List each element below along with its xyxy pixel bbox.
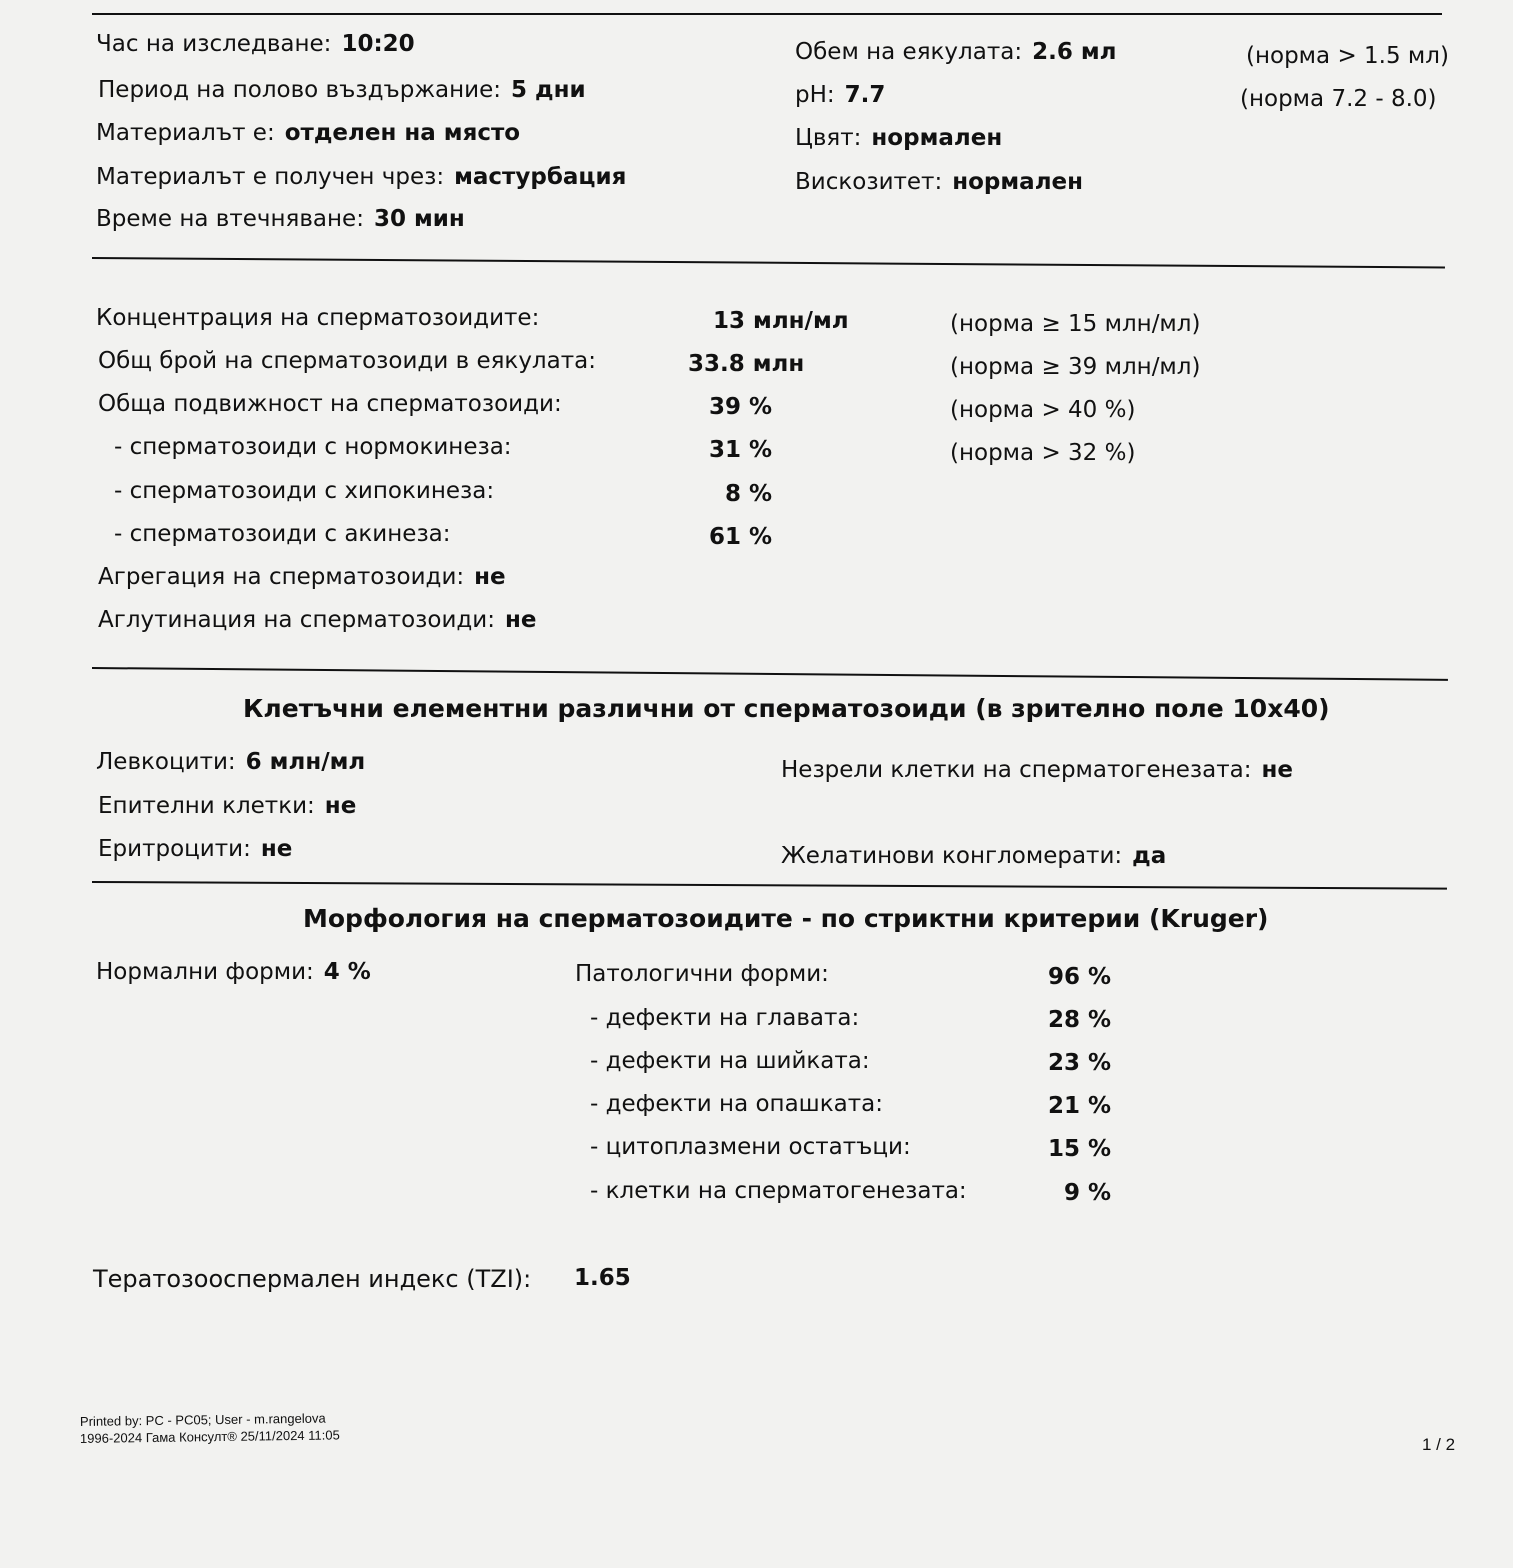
epithelial-label: Епителни клетки: <box>98 793 315 819</box>
material-method-label: Материалът е получен чрез: <box>96 164 445 190</box>
motility-label: Обща подвижност на сперматозоиди: <box>98 391 562 417</box>
exam-time-label: Час на изследване: <box>96 31 332 57</box>
material-method-row <box>96 163 626 191</box>
concentration-label: Концентрация на сперматозоидите: <box>96 305 540 331</box>
epithelial-value: не <box>324 793 357 819</box>
leukocytes-row <box>96 748 365 776</box>
morphology-section-title: Морфология на сперматозоидите - по стриктни критерии (Kruger) <box>303 904 1269 933</box>
normokinesis-norm: (норма > 32 %) <box>950 440 1136 466</box>
volume-norm: (норма > 1.5 мл) <box>1246 43 1449 69</box>
pathological-label: Патологични форми: <box>575 961 829 987</box>
divider-top <box>92 13 1442 15</box>
divider-sperm <box>92 667 1448 681</box>
cytoplasmic-label: - цитоплазмени остатъци: <box>590 1134 911 1160</box>
erythrocytes-value: не <box>260 836 293 862</box>
head-defects-value: 28 % <box>1047 1007 1111 1033</box>
material-place-value: отделен на място <box>284 120 521 146</box>
akinesis-label: - сперматозоиди с акинеза: <box>114 521 451 547</box>
aggregation-value: не <box>474 564 506 590</box>
spermatogenesis-cells-value: 9 % <box>1063 1180 1111 1206</box>
exam-time-value: 10:20 <box>341 31 415 57</box>
abstinence-row <box>98 76 586 104</box>
immature-cells-row <box>781 756 1293 784</box>
color-row <box>795 124 1002 152</box>
head-defects-label: - дефекти на главата: <box>590 1005 860 1031</box>
liquefaction-row <box>96 205 465 233</box>
total-label: Общ брой на сперматозоиди в еякулата: <box>98 348 596 374</box>
material-place-row <box>96 119 520 147</box>
total-value: 33.8 млн <box>688 351 805 377</box>
footer-printed-by: Printed by: PC - PC05; User - m.rangelova <box>79 1410 326 1429</box>
material-place-label: Материалът е: <box>96 120 275 146</box>
leukocytes-label: Левкоцити: <box>96 749 236 775</box>
normal-forms-row <box>96 958 371 986</box>
divider-cells <box>92 881 1447 890</box>
color-value: нормален <box>871 125 1003 151</box>
tail-defects-label: - дефекти на опашката: <box>590 1091 883 1117</box>
agglutination-value: не <box>505 607 537 633</box>
volume-label: Обем на еякулата: <box>795 39 1023 65</box>
viscosity-value: нормален <box>952 169 1084 195</box>
page-number: 1 / 2 <box>1422 1435 1456 1454</box>
motility-norm: (норма > 40 %) <box>950 397 1136 423</box>
ph-value: 7.7 <box>844 82 886 108</box>
material-method-value: мастурбация <box>454 164 627 190</box>
epithelial-row <box>98 792 356 820</box>
neck-defects-label: - дефекти на шийката: <box>590 1048 870 1074</box>
erythrocytes-row <box>98 835 292 863</box>
gelatinous-label: Желатинови конгломерати: <box>781 843 1123 869</box>
volume-value: 2.6 мл <box>1032 39 1117 65</box>
aggregation-row <box>98 563 506 591</box>
cytoplasmic-value: 15 % <box>1047 1136 1111 1162</box>
color-label: Цвят: <box>795 125 862 151</box>
immature-cells-label: Незрели клетки на сперматогенезата: <box>781 757 1252 783</box>
gelatinous-value: да <box>1132 843 1167 869</box>
cells-section-title: Клетъчни елементни различни от сперматозоиди (в зрително поле 10х40) <box>243 694 1330 723</box>
immature-cells-value: не <box>1261 757 1293 783</box>
erythrocytes-label: Еритроцити: <box>98 836 251 862</box>
gelatinous-row <box>781 842 1166 870</box>
tzi-value: 1.65 <box>574 1265 631 1291</box>
tzi-label: Тератозооспермален индекс (TZI): <box>93 1265 532 1293</box>
spermatogenesis-cells-label: - клетки на сперматогенезата: <box>590 1178 967 1204</box>
abstinence-value: 5 дни <box>511 77 586 103</box>
neck-defects-value: 23 % <box>1047 1050 1111 1076</box>
normokinesis-value: 31 % <box>708 437 772 463</box>
concentration-value: 13 млн/мл <box>713 308 849 334</box>
liquefaction-label: Време на втечняване: <box>96 206 364 232</box>
motility-value: 39 % <box>708 394 772 420</box>
footer-copyright: 1996-2024 Гама Консулт® 25/11/2024 11:05 <box>79 1427 340 1446</box>
aggregation-label: Агрегация на сперматозоиди: <box>98 564 465 590</box>
agglutination-label: Аглутинация на сперматозоиди: <box>98 607 495 633</box>
liquefaction-value: 30 мин <box>373 206 465 232</box>
akinesis-value: 61 % <box>708 524 772 550</box>
viscosity-row <box>795 168 1083 196</box>
abstinence-label: Период на полово въздържание: <box>98 77 502 103</box>
leukocytes-value: 6 млн/мл <box>245 749 366 775</box>
hypokinesis-label: - сперматозоиди с хипокинеза: <box>114 478 495 504</box>
pathological-value: 96 % <box>1047 964 1111 990</box>
total-norm: (норма ≥ 39 млн/мл) <box>950 354 1201 380</box>
ph-norm: (норма 7.2 - 8.0) <box>1240 86 1437 112</box>
normal-forms-label: Нормални форми: <box>96 959 314 985</box>
viscosity-label: Вискозитет: <box>795 169 943 195</box>
concentration-norm: (норма ≥ 15 млн/мл) <box>950 311 1201 337</box>
divider-header <box>92 257 1445 268</box>
volume-row <box>795 38 1116 66</box>
normokinesis-label: - сперматозоиди с нормокинеза: <box>114 434 512 460</box>
agglutination-row <box>98 606 537 634</box>
ph-row <box>795 81 885 109</box>
normal-forms-value: 4 % <box>323 959 371 985</box>
tail-defects-value: 21 % <box>1047 1093 1111 1119</box>
ph-label: pH: <box>795 82 835 108</box>
exam-time-row <box>96 30 415 58</box>
hypokinesis-value: 8 % <box>724 481 772 507</box>
